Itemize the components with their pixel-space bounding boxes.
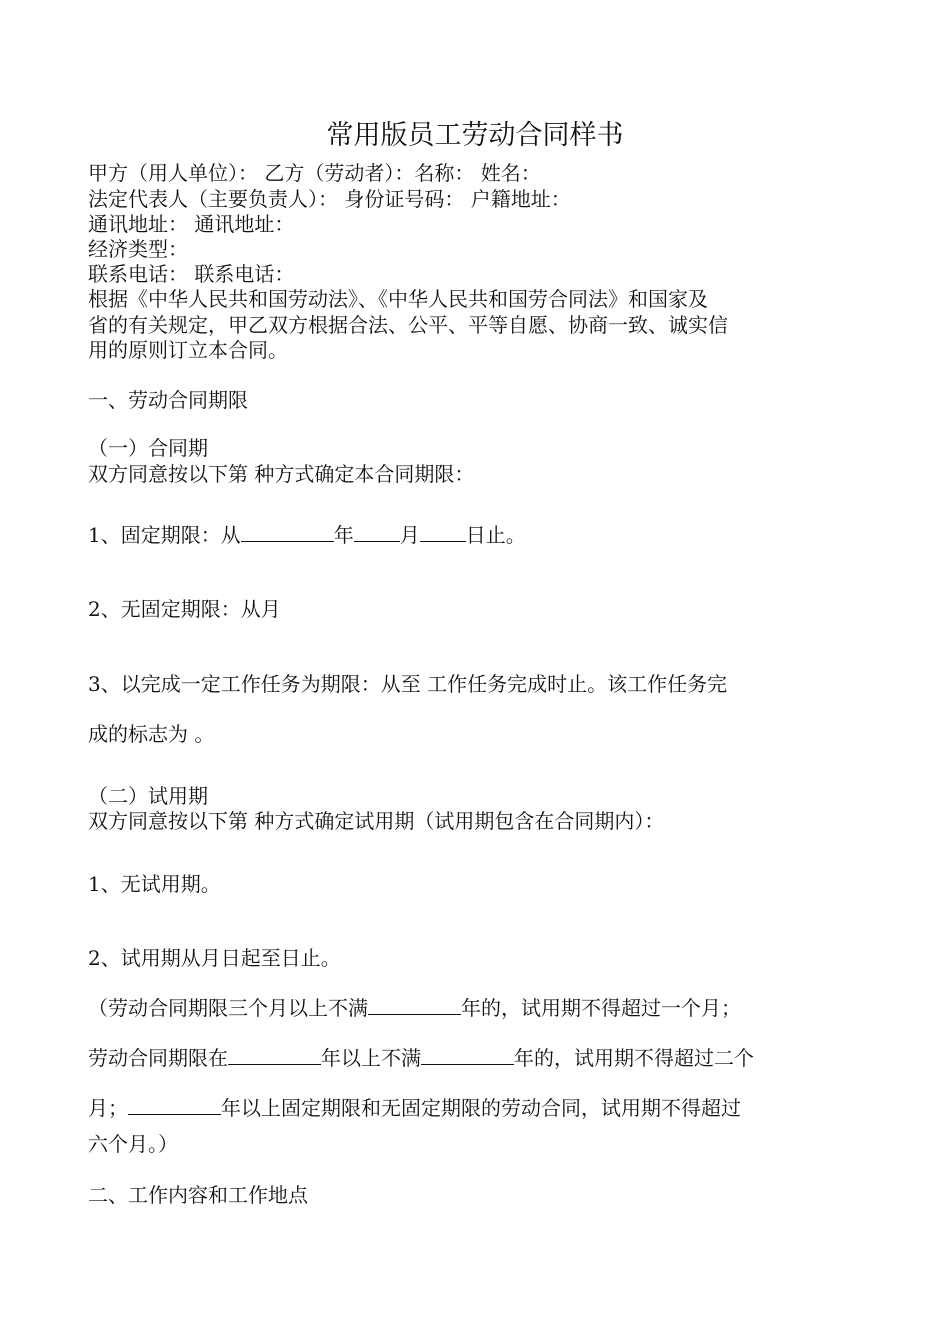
term-option-3-line-2: 成的标志为 。: [88, 722, 215, 746]
term-option-1-day: 日止。: [465, 523, 526, 547]
term-option-1: [88, 522, 526, 548]
intro-line-2: 省的有关规定，甲乙双方根据合法、公平、平等自愿、协商一致、诚实信: [88, 313, 728, 337]
party-line-1: 甲方（用人单位）： 乙方（劳动者）：名称： 姓名：: [88, 161, 541, 185]
party-line-2: 法定代表人（主要负责人）： 身份证号码： 户籍地址：: [88, 187, 571, 211]
subsection-contract-term-heading: （一）合同期: [88, 436, 208, 460]
blank-line: [421, 1046, 514, 1065]
party-line-5: 联系电话： 联系电话：: [88, 262, 295, 286]
note-text: 年以上不满: [321, 1046, 421, 1070]
term-option-1-month: 月: [399, 523, 420, 547]
note-text: 年的，试用期不得超过二个: [514, 1046, 754, 1070]
blank-line: [128, 1096, 221, 1115]
term-option-3-line-1: 3、以完成一定工作任务为期限：从至 工作任务完成时止。该工作任务完: [88, 672, 728, 696]
party-line-4: 经济类型：: [88, 237, 188, 261]
section-2-heading: 二、工作内容和工作地点: [88, 1183, 308, 1207]
intro-line-1: 根据《中华人民共和国劳动法》、《中华人民共和国劳合同法》和国家及: [88, 287, 708, 311]
term-option-2: 2、无固定期限：从月: [88, 597, 281, 621]
probation-note-line-1: [88, 995, 741, 1021]
blank-line: [420, 523, 466, 542]
note-text: 年以上固定期限和无固定期限的劳动合同，试用期不得超过: [221, 1096, 741, 1120]
note-text: 月；: [88, 1096, 128, 1120]
blank-line: [354, 523, 400, 542]
probation-option-1: 1、无试用期。: [88, 872, 221, 896]
blank-line: [228, 1046, 321, 1065]
subsection-probation-heading: （二）试用期: [88, 784, 208, 808]
note-text: （劳动合同期限三个月以上不满: [88, 996, 368, 1020]
probation-note-line-2: [88, 1045, 754, 1071]
contract-term-text: 双方同意按以下第 种方式确定本合同期限：: [88, 462, 475, 486]
document-title: 常用版员工劳动合同样书: [326, 120, 624, 151]
term-option-1-label: 1、固定期限：从: [88, 523, 241, 547]
probation-note-line-4: 六个月。）: [88, 1132, 178, 1156]
section-1-heading: 一、劳动合同期限: [88, 388, 248, 412]
probation-text: 双方同意按以下第 种方式确定试用期（试用期包含在合同期内）：: [88, 809, 665, 833]
blank-line: [241, 523, 334, 542]
intro-line-3: 用的原则订立本合同。: [88, 338, 288, 362]
party-line-3: 通讯地址： 通讯地址：: [88, 212, 295, 236]
term-option-1-year: 年: [333, 523, 354, 547]
blank-line: [368, 996, 461, 1015]
probation-note-line-3: [88, 1095, 741, 1121]
probation-option-2: 2、试用期从月日起至日止。: [88, 946, 341, 970]
note-text: 劳动合同期限在: [88, 1046, 228, 1070]
note-text: 年的，试用期不得超过一个月；: [461, 996, 741, 1020]
